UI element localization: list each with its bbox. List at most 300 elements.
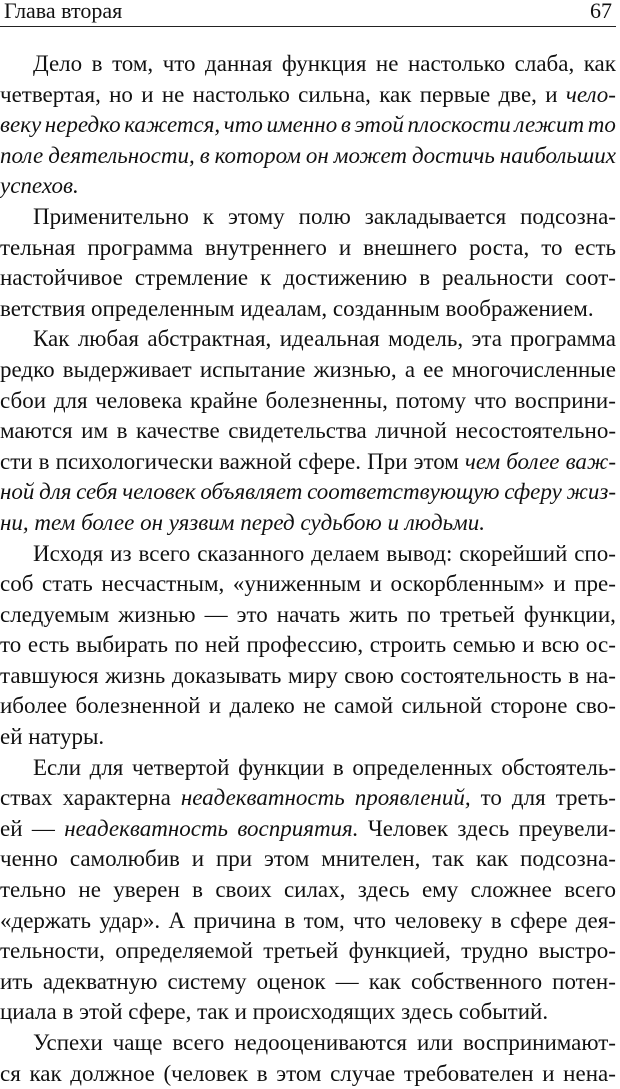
word: что bbox=[223, 112, 263, 138]
word: (человек bbox=[163, 1060, 249, 1086]
text-line bbox=[0, 967, 616, 998]
word: человеку bbox=[394, 907, 483, 933]
word: жить bbox=[349, 601, 398, 627]
word: событий. bbox=[458, 999, 549, 1025]
word: для bbox=[89, 754, 124, 780]
word: проявлений, bbox=[354, 785, 471, 811]
word: спо- bbox=[574, 540, 616, 566]
word: веку bbox=[0, 112, 42, 138]
word: ни, bbox=[0, 509, 29, 535]
text-line bbox=[0, 355, 616, 386]
word: доказывать bbox=[171, 662, 282, 688]
text-line bbox=[0, 1028, 616, 1059]
word: адекватную bbox=[42, 968, 158, 994]
word: — bbox=[31, 815, 55, 841]
word: на- bbox=[585, 662, 616, 688]
word: ос- bbox=[585, 632, 616, 658]
text-line bbox=[0, 141, 616, 172]
word: сильна, bbox=[298, 81, 371, 107]
word: поле bbox=[0, 142, 44, 168]
word: соответствующую bbox=[307, 479, 500, 505]
word: и bbox=[141, 81, 154, 107]
word: собственного bbox=[411, 968, 543, 994]
word: есть bbox=[27, 632, 70, 658]
word: лежит bbox=[514, 112, 585, 138]
word: самолюбив bbox=[69, 846, 180, 872]
word: более bbox=[506, 448, 560, 474]
word: программа bbox=[510, 326, 616, 352]
word: более bbox=[81, 509, 135, 535]
word: в bbox=[332, 754, 344, 780]
word: неадекватность bbox=[64, 815, 229, 841]
word: четвертой bbox=[131, 754, 230, 780]
word: не bbox=[78, 877, 101, 903]
word: оценок bbox=[256, 968, 326, 994]
text-line bbox=[0, 80, 616, 111]
word: болезненны, bbox=[265, 387, 388, 413]
word: соб bbox=[0, 571, 34, 597]
word: — bbox=[204, 601, 228, 627]
word: или bbox=[416, 1030, 454, 1055]
word: семью bbox=[452, 632, 516, 658]
word: происходящих bbox=[252, 999, 396, 1025]
word: и bbox=[522, 632, 535, 658]
word: тельно bbox=[0, 877, 67, 903]
word: в bbox=[91, 51, 103, 76]
text-line bbox=[0, 814, 616, 845]
word: всего bbox=[172, 1030, 225, 1055]
word: определенным bbox=[91, 295, 235, 321]
word: тельная bbox=[0, 234, 76, 260]
word: ей bbox=[0, 724, 23, 750]
word: он bbox=[140, 509, 163, 535]
word: делаем bbox=[311, 540, 380, 566]
word: в bbox=[256, 1060, 268, 1086]
word: том, bbox=[303, 907, 345, 933]
text-line bbox=[0, 875, 616, 906]
word: достижению bbox=[283, 265, 408, 291]
word: восприни- bbox=[514, 387, 616, 413]
word: так bbox=[432, 846, 465, 872]
word: себя bbox=[76, 479, 118, 505]
word: Дело bbox=[33, 51, 83, 76]
word: всю bbox=[541, 632, 580, 658]
word: циала bbox=[0, 999, 57, 1025]
word: скорейший bbox=[459, 540, 568, 566]
word: объявляет bbox=[200, 479, 303, 505]
word: этому bbox=[227, 203, 285, 229]
word: При bbox=[367, 448, 408, 474]
word: и bbox=[369, 571, 382, 597]
word: ить bbox=[0, 968, 33, 994]
word: пре- bbox=[574, 571, 616, 597]
word: человека bbox=[95, 387, 183, 413]
word: в bbox=[340, 112, 351, 138]
word: болезненной bbox=[75, 693, 201, 719]
text-line bbox=[0, 477, 616, 508]
word: важной bbox=[219, 448, 292, 474]
word: жизнью, bbox=[313, 356, 397, 382]
word: третьей bbox=[439, 601, 515, 627]
word: силах, bbox=[283, 877, 346, 903]
word: в bbox=[38, 448, 50, 474]
word: как bbox=[379, 81, 412, 107]
word: роста, bbox=[469, 234, 530, 260]
word: слаба, bbox=[514, 51, 575, 76]
text-line bbox=[0, 202, 616, 233]
word: Как bbox=[33, 326, 70, 352]
word: треть- bbox=[555, 785, 616, 811]
word: личной bbox=[375, 418, 447, 444]
word: есть bbox=[574, 234, 616, 260]
word: потен- bbox=[552, 968, 616, 994]
text-line bbox=[0, 508, 616, 539]
word: любая bbox=[77, 326, 139, 352]
word: кажется, bbox=[124, 112, 221, 138]
word: настолько bbox=[192, 81, 290, 107]
word: ветствия bbox=[0, 295, 86, 321]
word: по bbox=[406, 601, 431, 627]
word: воспринимают- bbox=[463, 1030, 616, 1055]
word: редко bbox=[0, 356, 55, 382]
word: сфере bbox=[510, 907, 568, 933]
word: может bbox=[333, 142, 407, 168]
word: удар». bbox=[99, 907, 161, 933]
word: жизнью bbox=[118, 601, 196, 627]
word: причина bbox=[193, 907, 276, 933]
word: здесь bbox=[401, 999, 454, 1025]
word: воображением. bbox=[445, 295, 594, 321]
word: судьбою bbox=[300, 509, 382, 535]
word: подсозна- bbox=[520, 203, 616, 229]
word: свидетельства bbox=[228, 418, 367, 444]
word: настойчивое bbox=[0, 265, 123, 291]
word: психологически bbox=[55, 448, 214, 474]
word: всего bbox=[138, 540, 191, 566]
word: сказанного bbox=[197, 540, 305, 566]
word: стороне bbox=[490, 693, 568, 719]
word: ченно bbox=[0, 846, 58, 872]
word: то bbox=[0, 632, 22, 658]
word: стремление bbox=[134, 265, 249, 291]
header-rule bbox=[0, 26, 616, 27]
word: что bbox=[162, 51, 196, 76]
word: определенных bbox=[352, 754, 493, 780]
word: случае bbox=[330, 1060, 396, 1086]
word: восприятия. bbox=[237, 815, 359, 841]
word: том, bbox=[112, 51, 154, 76]
word: своих bbox=[215, 877, 272, 903]
word: в bbox=[419, 265, 431, 291]
word: следуемым bbox=[0, 601, 110, 627]
word: этой bbox=[354, 112, 404, 138]
word: ся bbox=[0, 1060, 21, 1086]
word: иболее bbox=[0, 693, 68, 719]
word: функция bbox=[281, 51, 367, 76]
word: не bbox=[161, 81, 185, 107]
word: строить bbox=[369, 632, 447, 658]
word: в bbox=[116, 418, 128, 444]
word: качестве bbox=[136, 418, 220, 444]
word: но bbox=[109, 81, 133, 107]
word: вывод: bbox=[386, 540, 453, 566]
word: и bbox=[553, 571, 566, 597]
word: данная bbox=[205, 51, 273, 76]
word: что bbox=[473, 387, 507, 413]
word: соот- bbox=[565, 265, 616, 291]
text-line bbox=[0, 263, 616, 294]
word: четвертая, bbox=[0, 81, 101, 107]
text-line bbox=[0, 722, 616, 753]
text-line bbox=[0, 997, 616, 1028]
word: для bbox=[53, 387, 88, 413]
word: недооцениваются bbox=[234, 1030, 407, 1055]
word: сильной bbox=[401, 693, 483, 719]
word: оскорбленным» bbox=[390, 571, 545, 597]
word: — bbox=[335, 968, 359, 994]
word: обстоятель- bbox=[501, 754, 616, 780]
word: в bbox=[192, 877, 203, 903]
word: сфере, bbox=[128, 999, 192, 1025]
word: «униженным bbox=[232, 571, 361, 597]
word: не bbox=[303, 693, 326, 719]
text-line bbox=[0, 1059, 616, 1089]
text-line bbox=[0, 783, 616, 814]
word: уверен bbox=[113, 877, 180, 903]
word: уязвим bbox=[168, 509, 235, 535]
word: в bbox=[568, 662, 580, 688]
word: неадекватность bbox=[180, 785, 345, 811]
word: сфере. bbox=[297, 448, 362, 474]
word: здесь bbox=[357, 877, 410, 903]
word: натуры. bbox=[28, 724, 105, 750]
word: как bbox=[583, 51, 616, 76]
text-line bbox=[0, 447, 616, 478]
word: сти bbox=[0, 448, 33, 474]
word: к bbox=[260, 265, 272, 291]
text-line bbox=[0, 324, 616, 355]
word: созданным bbox=[332, 295, 440, 321]
word: тавшуюся bbox=[0, 662, 99, 688]
word: тельности, bbox=[0, 938, 105, 964]
text-line bbox=[0, 630, 616, 661]
word: свою bbox=[344, 662, 394, 688]
text-line bbox=[0, 171, 616, 202]
word: стать bbox=[42, 571, 93, 597]
word: этом bbox=[264, 846, 310, 872]
word: наибольших bbox=[499, 142, 616, 168]
word: и bbox=[542, 1060, 555, 1086]
word: тем bbox=[34, 509, 76, 535]
word: в bbox=[490, 907, 502, 933]
word: многочисленные bbox=[451, 356, 616, 382]
word: то bbox=[541, 234, 563, 260]
word: подсозна- bbox=[520, 846, 616, 872]
word: так bbox=[197, 999, 229, 1025]
word: полю bbox=[298, 203, 351, 229]
word: крайне bbox=[189, 387, 258, 413]
word: закладывается bbox=[364, 203, 507, 229]
word: чаще bbox=[112, 1030, 163, 1055]
text-line bbox=[0, 294, 616, 325]
word: и bbox=[208, 693, 222, 719]
word: далеко bbox=[229, 693, 295, 719]
word: важ- bbox=[565, 448, 616, 474]
word: испытание bbox=[199, 356, 306, 382]
word: ной bbox=[0, 479, 35, 505]
word: а bbox=[404, 356, 416, 382]
word: для bbox=[39, 479, 72, 505]
word: выдерживает bbox=[62, 356, 192, 382]
word: в bbox=[284, 907, 296, 933]
word: Применительно bbox=[33, 203, 189, 229]
word: котором bbox=[214, 142, 301, 168]
word: ему bbox=[421, 877, 459, 903]
word: ей bbox=[0, 815, 23, 841]
word: перед bbox=[240, 509, 295, 535]
word: именно bbox=[266, 112, 338, 138]
word: две, bbox=[498, 81, 537, 107]
word: идеальная bbox=[279, 326, 380, 352]
word: из bbox=[110, 540, 132, 566]
word: в bbox=[199, 142, 210, 168]
page-number: 67 bbox=[590, 0, 612, 23]
word: выбирать bbox=[76, 632, 168, 658]
word: как bbox=[368, 968, 401, 994]
word: не bbox=[375, 51, 399, 76]
word: нередко bbox=[44, 112, 121, 138]
word: внутреннего bbox=[204, 234, 327, 260]
word: трудно bbox=[461, 938, 529, 964]
word: людьми. bbox=[404, 509, 485, 535]
word: функцией, bbox=[348, 938, 451, 964]
word: должное bbox=[70, 1060, 155, 1086]
word: этой bbox=[79, 999, 123, 1025]
word: человек bbox=[122, 479, 196, 505]
word: Человек bbox=[367, 815, 449, 841]
word: внешнего bbox=[363, 234, 458, 260]
word: и bbox=[545, 81, 558, 107]
word: ней bbox=[205, 632, 240, 658]
word: реальности bbox=[442, 265, 554, 291]
word: Если bbox=[33, 754, 82, 780]
word: всего bbox=[564, 877, 616, 903]
word: третьей bbox=[263, 938, 339, 964]
text-line bbox=[0, 936, 616, 967]
word: требователен bbox=[403, 1060, 534, 1086]
text-line bbox=[0, 753, 616, 784]
word: нена- bbox=[563, 1060, 616, 1086]
text-line bbox=[0, 569, 616, 600]
word: он bbox=[305, 142, 329, 168]
word: этом bbox=[413, 448, 459, 474]
text-line bbox=[0, 600, 616, 631]
text-line bbox=[0, 233, 616, 264]
word: миру bbox=[288, 662, 338, 688]
word: то bbox=[480, 785, 502, 811]
word: успехов. bbox=[0, 173, 79, 199]
word: сложнее bbox=[470, 877, 552, 903]
word: по bbox=[174, 632, 199, 658]
word: Исходя bbox=[33, 540, 104, 566]
word: что bbox=[353, 907, 386, 933]
word: и bbox=[234, 999, 247, 1025]
word: это bbox=[236, 601, 268, 627]
text-line bbox=[0, 906, 616, 937]
text-line bbox=[0, 691, 616, 722]
word: жиз- bbox=[566, 479, 616, 505]
word: модель, bbox=[388, 326, 464, 352]
word: мнителен, bbox=[321, 846, 421, 872]
word: определяемой bbox=[115, 938, 253, 964]
word: сферу bbox=[504, 479, 562, 505]
word: им bbox=[81, 418, 109, 444]
word: выстро- bbox=[538, 938, 616, 964]
word: к bbox=[202, 203, 214, 229]
word: несчастным, bbox=[101, 571, 225, 597]
word: программа bbox=[87, 234, 193, 260]
word: этом bbox=[276, 1060, 322, 1086]
word: чем bbox=[464, 448, 501, 474]
word: для bbox=[511, 785, 546, 811]
text-line bbox=[0, 416, 616, 447]
word: абстрактная, bbox=[147, 326, 272, 352]
word: дея- bbox=[575, 907, 616, 933]
word: ее bbox=[423, 356, 444, 382]
word: деятельности, bbox=[48, 142, 195, 168]
word: начать bbox=[276, 601, 341, 627]
word: первые bbox=[419, 81, 491, 107]
word: то bbox=[587, 112, 616, 138]
text-line bbox=[0, 49, 616, 80]
word: как bbox=[475, 846, 509, 872]
word: идеалам, bbox=[240, 295, 328, 321]
word: потому bbox=[395, 387, 467, 413]
word: ствах bbox=[0, 785, 53, 811]
word: и bbox=[387, 509, 399, 535]
word: Успехи bbox=[33, 1030, 103, 1055]
word: при bbox=[215, 846, 253, 872]
word: несостоятельно- bbox=[455, 418, 616, 444]
text-line bbox=[0, 110, 616, 141]
word: сво- bbox=[575, 693, 616, 719]
word: здесь bbox=[457, 815, 510, 841]
word: плоскости bbox=[407, 112, 511, 138]
word: и bbox=[338, 234, 352, 260]
word: характерна bbox=[62, 785, 171, 811]
word: жизнь bbox=[105, 662, 166, 688]
word: самой bbox=[334, 693, 394, 719]
text-line bbox=[0, 844, 616, 875]
word: чело- bbox=[565, 81, 616, 107]
word: «держать bbox=[0, 907, 91, 933]
text-line bbox=[0, 539, 616, 570]
word: преувели- bbox=[518, 815, 616, 841]
word: систему bbox=[167, 968, 247, 994]
word: в bbox=[62, 999, 74, 1025]
body-text bbox=[0, 49, 616, 1089]
word: маются bbox=[0, 418, 73, 444]
word: настолько bbox=[407, 51, 506, 76]
word: функции bbox=[238, 754, 325, 780]
word: сбои bbox=[0, 387, 46, 413]
word: эта bbox=[471, 326, 502, 352]
word: и bbox=[191, 846, 205, 872]
word: А bbox=[168, 907, 186, 933]
word: достичь bbox=[411, 142, 495, 168]
text-line bbox=[0, 661, 616, 692]
word: функции, bbox=[523, 601, 616, 627]
